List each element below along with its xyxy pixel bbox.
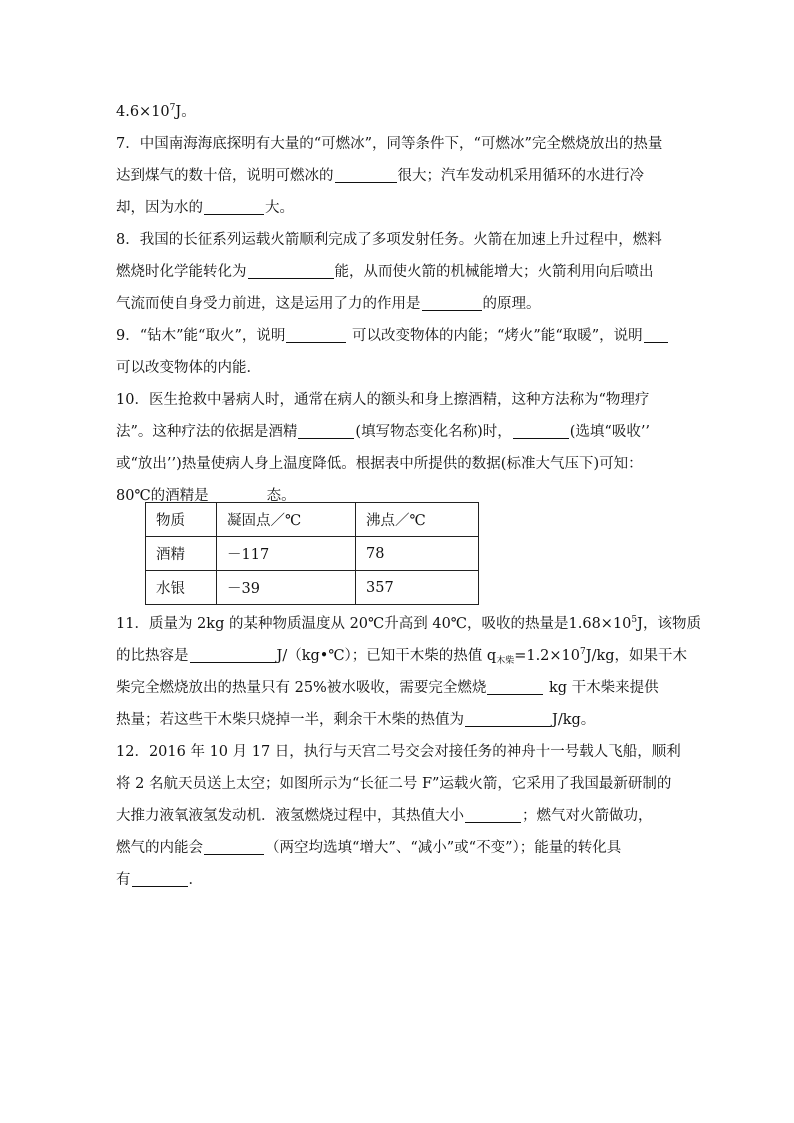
q7-blank-2[interactable] [204,198,264,215]
table-cell: 水银 [146,571,217,605]
table-cell: －117 [217,537,356,571]
q8-line-1: 8．我国的长征系列运载火箭顺利完成了多项发射任务。火箭在加速上升过程中，燃料 [116,232,662,248]
q11-line-1: 11．质量为 2kg 的某种物质温度从 20℃升高到 40℃，吸收的热量是$1.68\times 10^5J$，该物质 [116,615,701,632]
q8-line-3: 气流而使自身受力前进，这是运用了力的作用是 的原理。 [116,296,541,312]
q7-line-3: 却，因为水的 大。 [116,200,294,216]
q11-blank-2[interactable] [487,678,543,695]
q10-line-4: 80℃的酒精是 态。 [116,488,296,504]
q10-line-1: 10．医生抢救中暑病人时，通常在病人的额头和身上擦酒精，这种方法称为“物理疗 [116,392,650,408]
q11-line-3: 柴完全燃烧放出的热量只有 25%被水吸收，需要完全燃烧 kg 干木柴来提供 [116,680,659,696]
q8-line-2: 燃烧时化学能转化为 能，从而使火箭的机械能增大；火箭利用向后喷出 [116,264,654,280]
table-header-cell: 物质 [146,503,217,537]
table-cell: 78 [356,537,479,571]
worksheet-page [116,96,676,512]
q7-blank-1[interactable] [335,166,397,183]
q11-blank-3[interactable] [465,710,551,727]
q10-line-2: 法”。这种疗法的依据是酒精 (填写物态变化名称)时， (选填“吸收’’ [116,424,651,440]
table-header-row [146,503,479,537]
table-row [146,537,479,571]
q9-blank-2[interactable] [644,326,668,343]
table-cell: －39 [217,571,356,605]
q11-line-2: 的比热容是 J/（kg•℃）；已知干木柴的热值 $q_{木柴}=1.2\times 10^7J/kg$，如果干木 [116,647,688,666]
q12-blank-3[interactable] [132,870,188,887]
q9-line-1: 9．“钻木”能“取火”，说明 可以改变物体的内能；“烤火”能“取暖”，说明 [116,320,676,352]
q12-line-3: 大推力液氧液氢发动机．液氢燃烧过程中，其热值大小 ；燃气对火箭做功， [116,808,653,824]
table-header-cell: 凝固点／℃ [217,503,356,537]
q11-line-4: 热量；若这些干木柴只烧掉一半，剩余干木柴的热值为 J/kg。 [116,712,596,728]
q12-line-2: 将 2 名航天员送上太空；如图所示为“长征二号 F”运载火箭，它采用了我国最新研制的 [116,776,672,792]
q10-line-3: 或“放出’’)热量使病人身上温度降低。根据表中所提供的数据(标准大气压下)可知： [116,456,643,472]
q7-line-2: 达到煤气的数十倍，说明可燃冰的 很大；汽车发动机采用循环的水进行冷 [116,168,644,184]
q9-blank-1[interactable] [286,326,346,343]
q6-tail: $4.6\times 10^7J$。 [116,103,196,120]
q10-blank-3[interactable] [210,486,266,503]
table-header-cell: 沸点／℃ [356,503,479,537]
table-row [146,571,479,605]
q8-blank-1[interactable] [248,262,334,279]
q12-blank-1[interactable] [465,806,521,823]
substance-table [145,502,479,605]
q12-line-5: 有 ． [116,872,203,888]
q10-blank-2[interactable] [513,422,569,439]
q12-line-1: 12．2016 年 10 月 17 日，执行与天宫二号交会对接任务的神舟十一号载人飞船，顺利 [116,744,681,760]
table-cell: 357 [356,571,479,605]
q9-line-2: 可以改变物体的内能． [116,360,261,376]
q11-blank-1[interactable] [190,646,276,663]
q7-line-1: 7．中国南海海底探明有大量的“可燃冰”，同等条件下，“可燃冰”完全燃烧放出的热量 [116,136,663,152]
q8-blank-2[interactable] [422,294,482,311]
q12-line-4: 燃气的内能会 （两空均选填“增大”、“减小”或“不变”）；能量的转化具 [116,840,622,856]
table-cell: 酒精 [146,537,217,571]
q10-blank-1[interactable] [298,422,354,439]
q12-blank-2[interactable] [204,838,264,855]
worksheet-page-lower [116,608,701,896]
